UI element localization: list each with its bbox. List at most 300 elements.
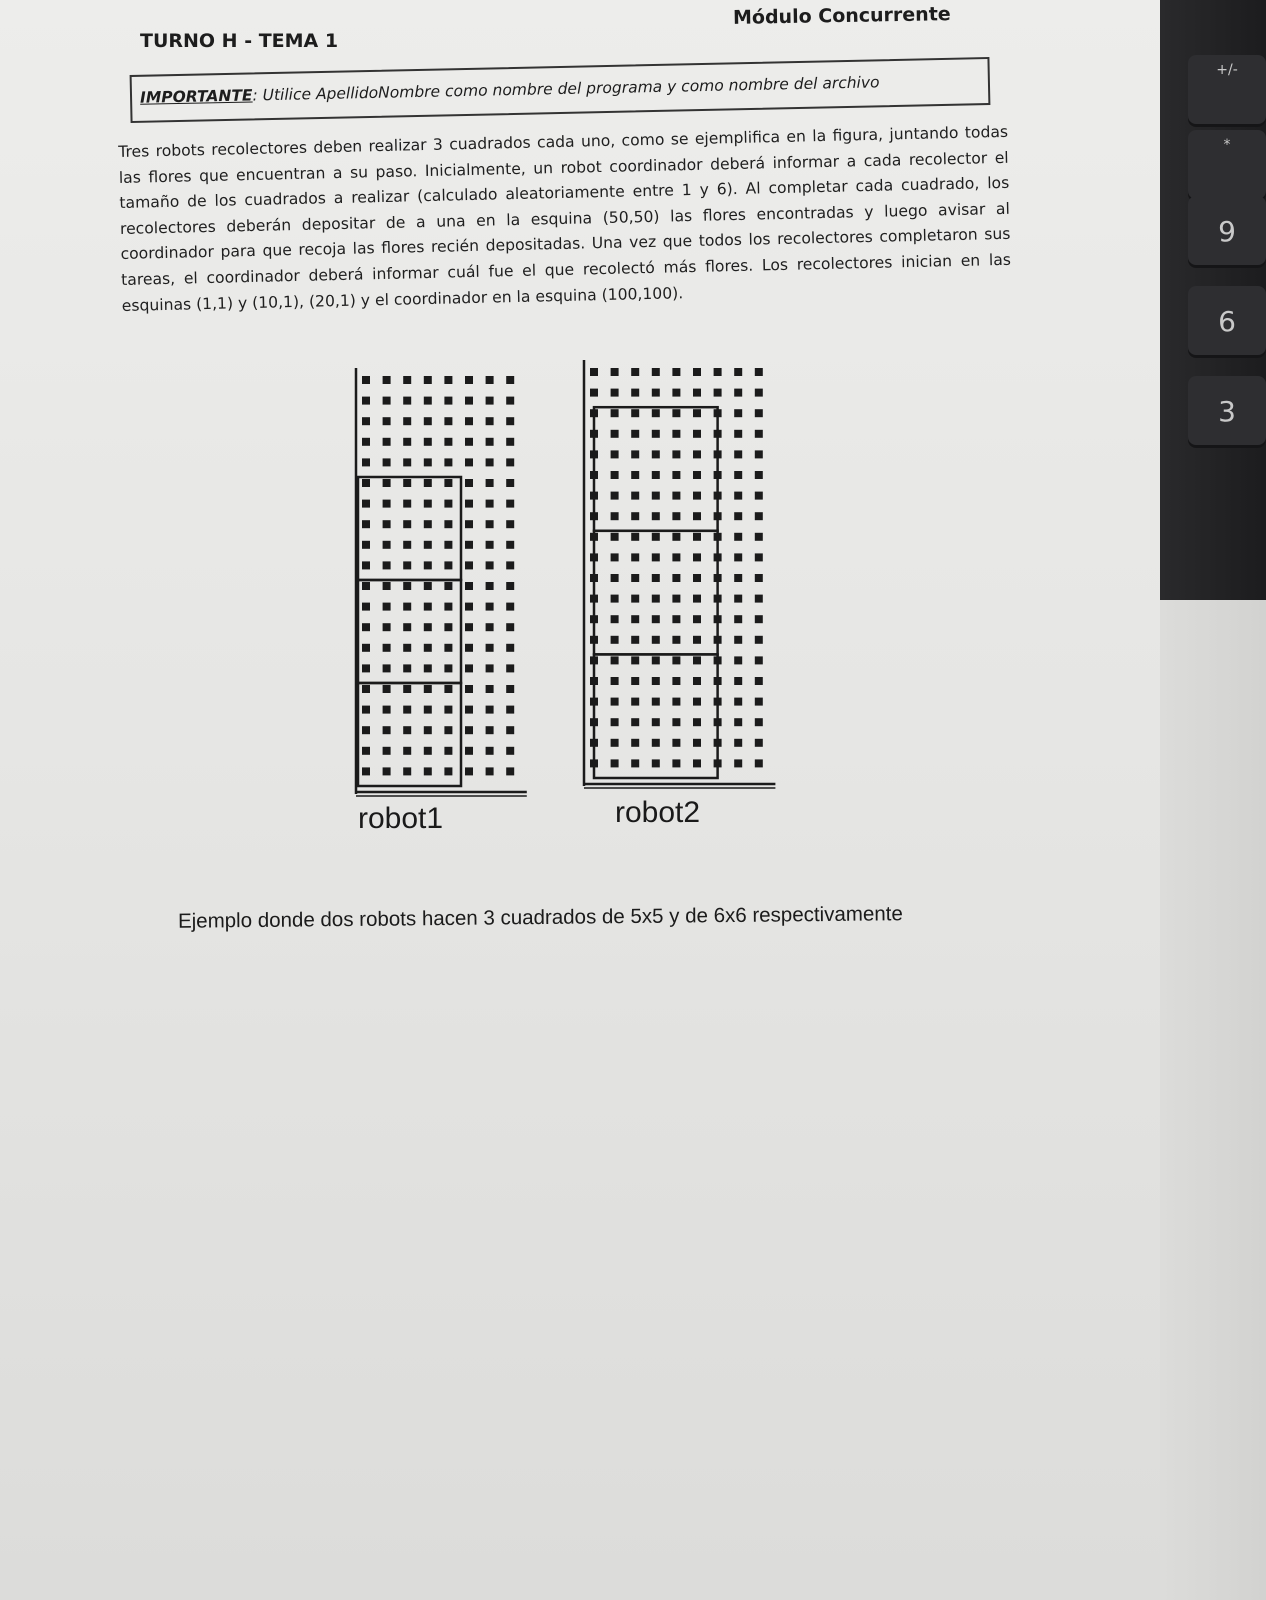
robot1-grid — [356, 368, 527, 796]
flower-dot — [486, 500, 494, 508]
flower-dot — [652, 533, 660, 541]
flower-dot — [693, 574, 701, 582]
flower-dot — [383, 706, 391, 714]
keypad-plusminus-key: +/- — [1188, 55, 1266, 127]
flower-dot — [652, 512, 660, 520]
flower-dot — [486, 603, 494, 611]
flower-dot — [444, 479, 452, 487]
flower-dot — [734, 368, 742, 376]
flower-dot — [652, 677, 660, 685]
robot1-label: robot1 — [358, 802, 444, 835]
flower-dot — [444, 623, 452, 631]
flower-dot — [486, 706, 494, 714]
flower-dot — [693, 698, 701, 706]
flower-dot — [755, 409, 763, 417]
flower-dot — [693, 553, 701, 561]
flower-dot — [611, 368, 619, 376]
flower-dot — [734, 615, 742, 623]
flower-dot — [652, 595, 660, 603]
flower-dot — [672, 553, 680, 561]
flower-dot — [383, 603, 391, 611]
flower-dot — [611, 656, 619, 664]
flower-dot — [486, 747, 494, 755]
flower-dot — [693, 430, 701, 438]
flower-dot — [734, 574, 742, 582]
flower-dot — [424, 541, 432, 549]
flower-dot — [403, 747, 411, 755]
problem-statement: Tres robots recolectores deben realizar 3 cuadrados cada uno, como se ejemplifica en la figura, juntando todas las flores que encuentran a su paso. Inicialmente, un robot coordinador deberá informar a cada recolector el tamaño de los cuadrados a realizar (calculado aleatoriamente entre 1 y 6). Al completar cada cuadrado, los recolectores deberán depositar de a una en la esquina (50,50) las flores encontradas y luego avisar al coordinador para que recoja las flores recién depositadas. Una vez que todos los recolectores completaron sus tareas, el coordinador deberá informar cuál fue el que recolectó más flores. Los recolectores inician en las esquinas (1,1) y (10,1), (20,1) y el coordinador en la esquina (100,100). — [118, 122, 1012, 315]
flower-dot — [506, 582, 514, 590]
robot-squares-figure — [340, 360, 810, 840]
flower-dot — [672, 677, 680, 685]
flower-dot — [486, 623, 494, 631]
flower-dot — [611, 471, 619, 479]
flower-dot — [444, 438, 452, 446]
flower-dot — [652, 574, 660, 582]
flower-dot — [362, 417, 370, 425]
flower-dot — [486, 561, 494, 569]
flower-dot — [424, 685, 432, 693]
flower-dot — [714, 389, 722, 397]
flower-dot — [611, 492, 619, 500]
flower-dot — [611, 615, 619, 623]
flower-dot — [631, 512, 639, 520]
flower-dot — [383, 500, 391, 508]
flower-dot — [734, 389, 742, 397]
flower-dot — [755, 718, 763, 726]
flower-dot — [383, 747, 391, 755]
flower-dot — [383, 417, 391, 425]
flower-dot — [611, 739, 619, 747]
flower-dot — [403, 479, 411, 487]
flower-dot — [631, 739, 639, 747]
flower-dot — [362, 706, 370, 714]
flower-dot — [444, 500, 452, 508]
flower-dot — [734, 450, 742, 458]
flower-dot — [362, 623, 370, 631]
flower-dot — [362, 520, 370, 528]
flower-dot — [672, 718, 680, 726]
flower-dot — [755, 595, 763, 603]
flower-dot — [424, 747, 432, 755]
flower-dot — [403, 520, 411, 528]
flower-dot — [506, 561, 514, 569]
flower-dot — [424, 767, 432, 775]
flower-dot — [444, 541, 452, 549]
flower-dot — [631, 471, 639, 479]
notice-text: : Utilice ApellidoNombre como nombre del programa y como nombre del archivo — [252, 73, 880, 105]
keypad-3-key: 3 — [1188, 376, 1266, 448]
flower-dot — [672, 471, 680, 479]
flower-dot — [424, 726, 432, 734]
flower-dot — [465, 458, 473, 466]
flower-dot — [755, 553, 763, 561]
flower-dot — [506, 685, 514, 693]
flower-dot — [734, 471, 742, 479]
flower-dot — [362, 726, 370, 734]
flower-dot — [383, 767, 391, 775]
flower-dot — [403, 582, 411, 590]
flower-dot — [383, 561, 391, 569]
flower-dot — [672, 759, 680, 767]
flower-dot — [465, 417, 473, 425]
flower-dot — [734, 759, 742, 767]
flower-dot — [631, 636, 639, 644]
flower-dot — [486, 664, 494, 672]
flower-dot — [486, 376, 494, 384]
flower-dot — [465, 479, 473, 487]
flower-dot — [693, 389, 701, 397]
flower-dot — [755, 450, 763, 458]
flower-dot — [734, 718, 742, 726]
flower-dot — [590, 368, 598, 376]
flower-dot — [403, 603, 411, 611]
flower-dot — [444, 685, 452, 693]
flower-dot — [403, 458, 411, 466]
flower-dot — [362, 397, 370, 405]
flower-dot — [465, 623, 473, 631]
flower-dot — [693, 492, 701, 500]
flower-dot — [611, 533, 619, 541]
flower-dot — [403, 397, 411, 405]
flower-dot — [734, 677, 742, 685]
flower-dot — [631, 368, 639, 376]
flower-dot — [424, 438, 432, 446]
flower-dot — [362, 582, 370, 590]
robot2-label: robot2 — [615, 796, 701, 829]
keypad-9-key: 9 — [1188, 196, 1266, 268]
flower-dot — [362, 685, 370, 693]
flower-dot — [631, 615, 639, 623]
flower-dot — [672, 574, 680, 582]
flower-dot — [362, 767, 370, 775]
flower-dot — [383, 623, 391, 631]
flower-dot — [755, 533, 763, 541]
flower-dot — [755, 430, 763, 438]
flower-dot — [424, 706, 432, 714]
flower-dot — [631, 698, 639, 706]
flower-dot — [486, 685, 494, 693]
flower-dot — [465, 397, 473, 405]
flower-dot — [714, 368, 722, 376]
flower-dot — [631, 533, 639, 541]
flower-dot — [631, 718, 639, 726]
flower-dot — [424, 458, 432, 466]
flower-dot — [444, 706, 452, 714]
flower-dot — [506, 747, 514, 755]
flower-dot — [611, 409, 619, 417]
flower-dot — [383, 458, 391, 466]
flower-dot — [652, 718, 660, 726]
flower-dot — [403, 438, 411, 446]
flower-dot — [486, 582, 494, 590]
flower-dot — [486, 520, 494, 528]
flower-dot — [383, 644, 391, 652]
flower-dot — [424, 417, 432, 425]
exam-turn-title: TURNO H - TEMA 1 — [140, 30, 339, 52]
flower-dot — [486, 397, 494, 405]
flower-dot — [672, 450, 680, 458]
flower-dot — [755, 615, 763, 623]
flower-dot — [486, 644, 494, 652]
flower-dot — [631, 450, 639, 458]
flower-dot — [672, 492, 680, 500]
flower-dot — [693, 595, 701, 603]
flower-dot — [693, 512, 701, 520]
flower-dot — [383, 541, 391, 549]
flower-dot — [403, 664, 411, 672]
flower-dot — [672, 430, 680, 438]
flower-dot — [672, 698, 680, 706]
flower-dot — [362, 747, 370, 755]
flower-dot — [362, 561, 370, 569]
flower-dot — [465, 376, 473, 384]
flower-dot — [506, 458, 514, 466]
flower-dot — [465, 500, 473, 508]
flower-dot — [693, 615, 701, 623]
flower-dot — [734, 492, 742, 500]
flower-dot — [693, 656, 701, 664]
flower-dot — [362, 458, 370, 466]
flower-dot — [362, 664, 370, 672]
flower-dot — [506, 500, 514, 508]
flower-dot — [693, 533, 701, 541]
flower-dot — [631, 656, 639, 664]
flower-dot — [693, 471, 701, 479]
flower-dot — [611, 574, 619, 582]
flower-dot — [652, 615, 660, 623]
flower-dot — [672, 512, 680, 520]
flower-dot — [486, 438, 494, 446]
flower-dot — [444, 520, 452, 528]
flower-dot — [506, 520, 514, 528]
flower-dot — [383, 397, 391, 405]
flower-dot — [362, 644, 370, 652]
flower-dot — [444, 582, 452, 590]
flower-dot — [383, 479, 391, 487]
keypad-asterisk-key: * — [1188, 130, 1266, 202]
flower-dot — [611, 636, 619, 644]
flower-dot — [652, 368, 660, 376]
flower-dot — [506, 603, 514, 611]
flower-dot — [403, 561, 411, 569]
flower-dot — [755, 677, 763, 685]
flower-dot — [383, 664, 391, 672]
flower-dot — [403, 417, 411, 425]
desk-surface — [1160, 600, 1266, 1600]
flower-dot — [362, 603, 370, 611]
flower-dot — [693, 759, 701, 767]
flower-dot — [444, 561, 452, 569]
flower-dot — [631, 553, 639, 561]
flower-dot — [652, 492, 660, 500]
flower-dot — [362, 541, 370, 549]
flower-dot — [672, 389, 680, 397]
flower-dot — [734, 512, 742, 520]
flower-dot — [444, 376, 452, 384]
flower-dot — [755, 471, 763, 479]
notice-label: IMPORTANTE — [139, 86, 253, 107]
flower-dot — [672, 368, 680, 376]
flower-dot — [465, 541, 473, 549]
flower-dot — [403, 706, 411, 714]
flower-dot — [465, 603, 473, 611]
flower-dot — [383, 520, 391, 528]
flower-dot — [652, 739, 660, 747]
flower-dot — [672, 636, 680, 644]
flower-dot — [755, 389, 763, 397]
flower-dot — [611, 595, 619, 603]
flower-dot — [444, 603, 452, 611]
flower-dot — [424, 582, 432, 590]
module-title: Módulo Concurrente — [732, 3, 951, 29]
flower-dot — [652, 450, 660, 458]
flower-dot — [465, 520, 473, 528]
flower-dot — [403, 541, 411, 549]
flower-dot — [693, 409, 701, 417]
flower-dot — [506, 479, 514, 487]
flower-dot — [631, 574, 639, 582]
flower-dot — [631, 677, 639, 685]
flower-dot — [506, 541, 514, 549]
flower-dot — [755, 739, 763, 747]
flower-dot — [734, 409, 742, 417]
flower-dot — [734, 430, 742, 438]
flower-dot — [631, 759, 639, 767]
flower-dot — [444, 767, 452, 775]
flower-dot — [672, 595, 680, 603]
flower-dot — [465, 644, 473, 652]
flower-dot — [465, 664, 473, 672]
flower-dot — [693, 368, 701, 376]
flower-dot — [631, 409, 639, 417]
flower-dot — [734, 553, 742, 561]
flower-dot — [486, 541, 494, 549]
flower-dot — [424, 520, 432, 528]
flower-dot — [424, 397, 432, 405]
flower-dot — [403, 767, 411, 775]
flower-dot — [383, 726, 391, 734]
robot2-grid — [584, 360, 775, 788]
flower-dot — [631, 389, 639, 397]
flower-dot — [486, 767, 494, 775]
flower-dot — [693, 677, 701, 685]
flower-dot — [734, 656, 742, 664]
flower-dot — [755, 492, 763, 500]
flower-dot — [444, 644, 452, 652]
flower-dot — [444, 397, 452, 405]
flower-dot — [611, 430, 619, 438]
flower-dot — [693, 718, 701, 726]
flower-dot — [652, 636, 660, 644]
flower-dot — [693, 636, 701, 644]
flower-dot — [590, 389, 598, 397]
flower-dot — [465, 767, 473, 775]
flower-dot — [734, 595, 742, 603]
flower-dot — [465, 726, 473, 734]
flower-dot — [424, 644, 432, 652]
flower-dot — [465, 747, 473, 755]
flower-dot — [611, 553, 619, 561]
flower-dot — [403, 685, 411, 693]
flower-dot — [672, 533, 680, 541]
flower-dot — [734, 698, 742, 706]
flower-dot — [506, 376, 514, 384]
flower-dot — [506, 706, 514, 714]
flower-dot — [631, 595, 639, 603]
flower-dot — [424, 561, 432, 569]
flower-dot — [611, 677, 619, 685]
flower-dot — [506, 726, 514, 734]
flower-dot — [631, 492, 639, 500]
flower-dot — [444, 417, 452, 425]
flower-dot — [734, 739, 742, 747]
flower-dot — [611, 450, 619, 458]
flower-dot — [444, 664, 452, 672]
flower-dot — [383, 582, 391, 590]
flower-dot — [465, 706, 473, 714]
flower-dot — [444, 458, 452, 466]
flower-dot — [611, 759, 619, 767]
flower-dot — [506, 623, 514, 631]
flower-dot — [506, 767, 514, 775]
flower-dot — [465, 438, 473, 446]
flower-dot — [611, 389, 619, 397]
flower-dot — [652, 656, 660, 664]
flower-dot — [652, 430, 660, 438]
flower-dot — [486, 458, 494, 466]
flower-dot — [424, 376, 432, 384]
flower-dot — [506, 397, 514, 405]
flower-dot — [755, 698, 763, 706]
flower-dot — [652, 759, 660, 767]
flower-dot — [465, 685, 473, 693]
flower-dot — [403, 644, 411, 652]
flower-dot — [424, 664, 432, 672]
flower-dot — [652, 409, 660, 417]
flower-dot — [506, 438, 514, 446]
flower-dot — [506, 417, 514, 425]
flower-dot — [403, 500, 411, 508]
flower-dot — [362, 438, 370, 446]
flower-dot — [424, 479, 432, 487]
flower-dot — [362, 376, 370, 384]
flower-dot — [734, 533, 742, 541]
flower-dot — [734, 636, 742, 644]
flower-dot — [755, 512, 763, 520]
keypad-6-key: 6 — [1188, 286, 1266, 358]
flower-dot — [755, 368, 763, 376]
flower-dot — [611, 698, 619, 706]
flower-dot — [383, 438, 391, 446]
flower-dot — [652, 389, 660, 397]
flower-dot — [486, 726, 494, 734]
flower-dot — [486, 417, 494, 425]
figure-caption: Ejemplo donde dos robots hacen 3 cuadrados de 5x5 y de 6x6 respectivamente — [177, 902, 903, 933]
flower-dot — [755, 759, 763, 767]
flower-dot — [611, 718, 619, 726]
flower-dot — [631, 430, 639, 438]
flower-dot — [506, 664, 514, 672]
flower-dot — [506, 644, 514, 652]
flower-dot — [403, 376, 411, 384]
flower-dot — [672, 656, 680, 664]
flower-dot — [652, 698, 660, 706]
flower-dot — [444, 747, 452, 755]
flower-dot — [403, 623, 411, 631]
flower-dot — [424, 623, 432, 631]
flower-dot — [465, 582, 473, 590]
